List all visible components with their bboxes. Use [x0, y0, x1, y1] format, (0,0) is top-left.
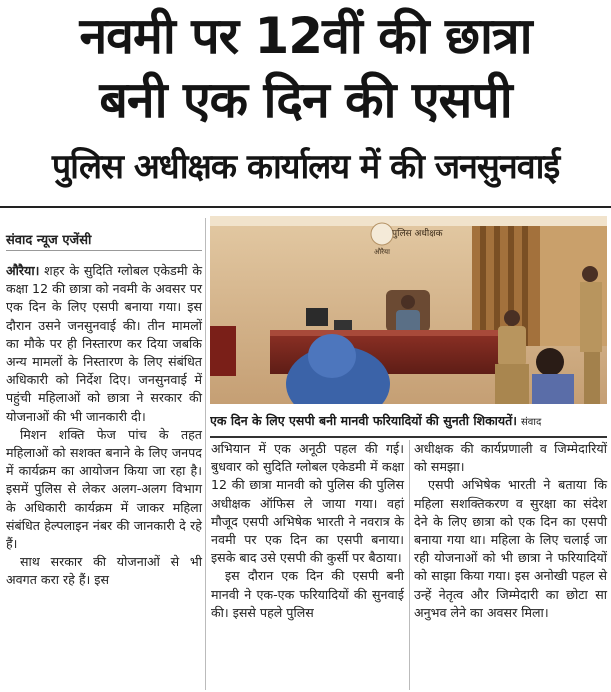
column-rule-2 [409, 440, 410, 690]
col1-paragraph-2: मिशन शक्ति फेज पांच के तहत महिलाओं को सशक्त बनाने के लिए जनपद में कार्यक्रम का आयोजन किया जा रहा है। इसमें पुलिस से लेकर अलग-अलग विभाग के अधिकारी कार्यक्रम में जाकर महिला संबंधित हेल्पलाइन नंबर की जानकारी दे रहे हैं। [6, 426, 202, 552]
article-column-2 [211, 440, 404, 622]
column-rule-1 [205, 218, 206, 690]
article-photo [210, 216, 607, 404]
headline-divider [0, 206, 611, 208]
col1-paragraph-1-text: शहर के सुदिति ग्लोबल एकेडमी के कक्षा 12 की छात्रा को नवमी के अवसर पर एक दिन के लिए एसपी बनाया गया। इस दौरान उसने जनसुनवाई की। तीन मामलों का मौके पर ही निस्तारण कर दिया जबकि अन्य मामलों के निस्तारण के लिए संबंधित अधिकारी को निर्देश दिए। जनसुनवाई में पहुंची महिलाओं को छात्रा ने सरकार की योजनाओं की भी जानकारी दी। [6, 263, 202, 424]
headline-line-1: नवमी पर 12वीं की छात्रा [79, 7, 532, 65]
article-column-1 [6, 262, 202, 590]
col3-paragraph-1: अधीक्षक की कार्यप्रणाली व जिम्मेदारियों को समझा। [414, 441, 607, 475]
photo-caption [210, 406, 607, 438]
photo-caption-source: संवाद [521, 417, 542, 428]
col2-paragraph-2: इस दौरान एक दिन की एसपी बनी मानवी ने एक-एक फरियादियों की सुनवाई की। इससे पहले पुलिस [211, 568, 404, 620]
photo-sign-sub: औरैया [374, 248, 390, 256]
subheadline: पुलिस अधीक्षक कार्यालय में की जनसुनवाई [51, 147, 560, 187]
photo-sign-text: पुलिस अधीक्षक [392, 229, 443, 239]
photo-scene [210, 216, 607, 404]
dateline: औरैया। [6, 263, 40, 278]
col3-paragraph-2: एसपी अभिषेक भारती ने बताया कि महिला सशक्तिकरण व सुरक्षा का संदेश देने के लिए छात्रा को एक दिन का एसपी बनाया गया था। महिला के लिए चलाई जा रही योजनाओं को भी छात्रा ने फरियादियों को साझा किया गया। इस अनोखी पहल से उन्हें नेतृत्व और जिम्मेदारी का छोटा सा अनुभव लेने का अवसर मिला। [414, 477, 607, 620]
photo-caption-text: एक दिन के लिए एसपी बनी मानवी फरियादियों की सुनती शिकायतें। [210, 413, 518, 428]
byline: संवाद न्यूज एजेंसी [6, 233, 92, 248]
byline-rule [6, 250, 202, 251]
col1-paragraph-3: साथ सरकार की योजनाओं से भी अवगत करा रहे हैं। इस [6, 554, 202, 588]
col1-paragraph-1 [6, 262, 202, 426]
article-column-3 [414, 440, 607, 622]
col2-paragraph-1: अभियान में एक अनूठी पहल की गई। बुधवार को सुदिति ग्लोबल एकेडमी में कक्षा 12 की छात्रा मानवी को पुलिस की पुलिस अधीक्षक ऑफिस ले जाया गया। वहां मौजूद एसपी अभिषेक भारती ने नवरात्र के नवमी पर एक दिन का एसपी बनाया। इसके बाद उसे एसपी की कुर्सी पर बैठाया। [211, 441, 404, 566]
headline-line-2: बनी एक दिन की एसपी [99, 71, 512, 129]
